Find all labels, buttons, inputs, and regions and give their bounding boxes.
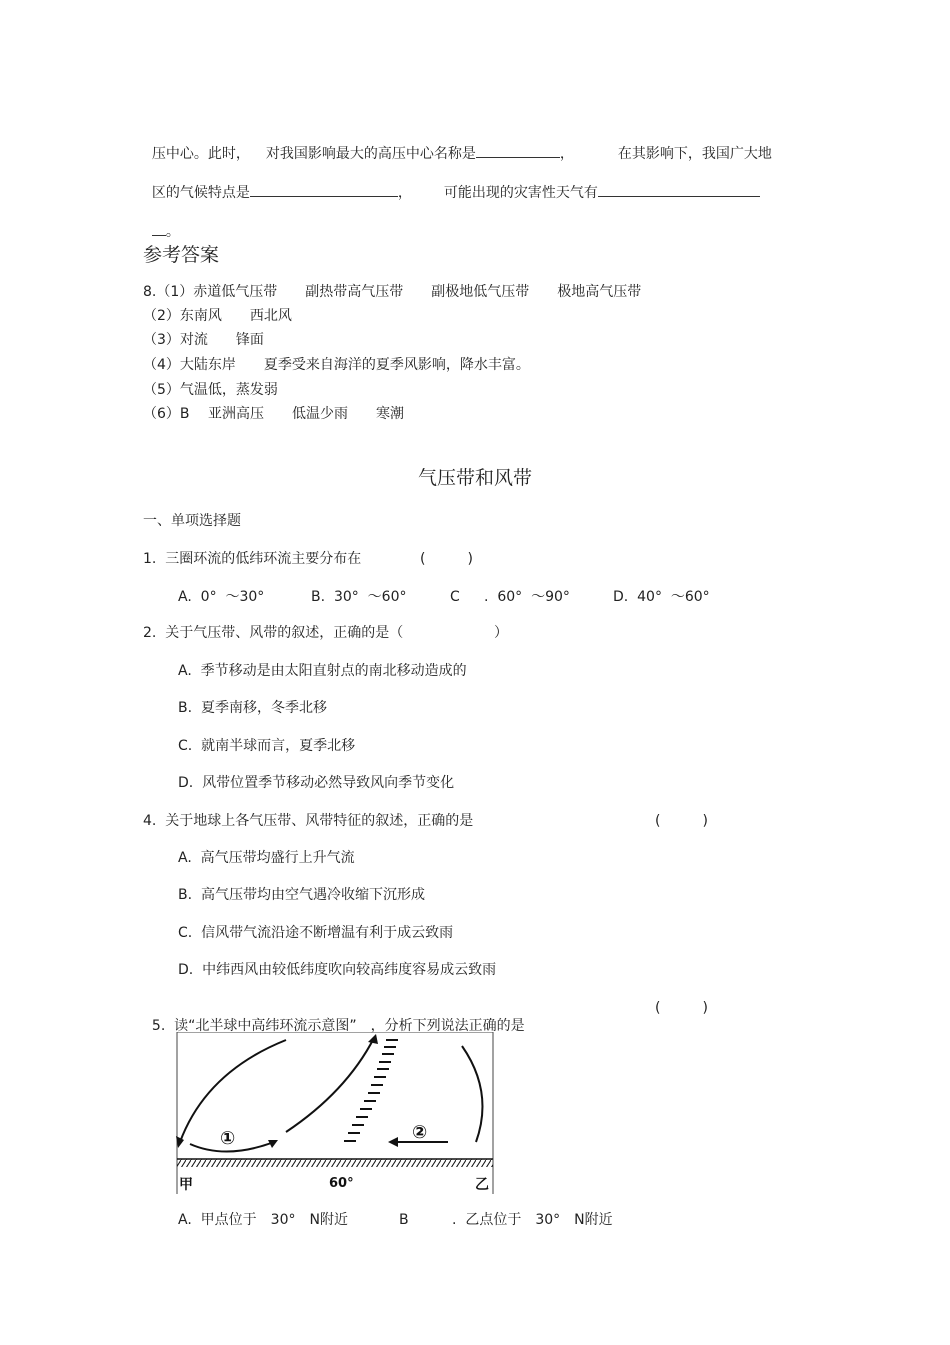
answer-line: （5）气温低，蒸发弱 xyxy=(143,382,278,398)
answer-line: （3）对流 锋面 xyxy=(143,332,264,348)
answer-line: 8.（1）赤道低气压带 副热带高气压带 副极地低气压带 极地高气压带 xyxy=(143,284,642,300)
label-jia: 甲 xyxy=(179,1177,193,1193)
text-segment: ，分析下列说法正确的是 xyxy=(370,1018,525,1034)
option-a: A. 甲点位于 30° N附近 xyxy=(178,1212,348,1228)
text-segment: 区的气候特点是 xyxy=(151,185,250,201)
answer-blank xyxy=(598,182,760,197)
text-segment: ， xyxy=(559,146,574,162)
answer-line: （2）东南风 西北风 xyxy=(143,308,292,324)
question-7-line-3 xyxy=(143,203,180,241)
question-7-line-1 xyxy=(143,125,772,163)
answers-heading: 参考答案 xyxy=(143,244,220,266)
answer-line: （6）B 亚洲高压 低温少雨 寒潮 xyxy=(143,406,404,422)
answer-blank xyxy=(250,182,398,197)
answer-blank xyxy=(152,221,166,236)
option-c: . 60° ～90° xyxy=(484,589,570,605)
answer-paren: ( ) xyxy=(420,551,473,567)
option-b-letter: B xyxy=(399,1212,409,1228)
text-segment: 可能出现的灾害性天气有 xyxy=(443,185,598,201)
text-segment: 对我国影响最大的高压中心名称是 xyxy=(265,146,476,162)
answer-paren: ） xyxy=(494,625,508,641)
label-yi: 乙 xyxy=(475,1177,489,1193)
question-4-stem: 4. 关于地球上各气压带、风带特征的叙述，正确的是 xyxy=(143,813,474,829)
question-7-line-2 xyxy=(143,164,760,202)
marker-2: ② xyxy=(412,1122,428,1143)
question-1-stem: 1. 三圈环流的低纬环流主要分布在 xyxy=(143,551,362,567)
option-d: D. 风带位置季节移动必然导致风向季节变化 xyxy=(178,775,455,791)
label-60-degrees: 60° xyxy=(329,1176,354,1191)
option-a: A. 季节移动是由太阳直射点的南北移动造成的 xyxy=(178,663,467,679)
option-b: . 乙点位于 30° N附近 xyxy=(452,1212,613,1228)
option-d: D. 中纬西风由较低纬度吹向较高纬度容易成云致雨 xyxy=(178,962,497,978)
answer-paren: ( ) xyxy=(655,1000,708,1016)
part-heading: 一、单项选择题 xyxy=(143,513,241,529)
option-a: A. 0° ～30° xyxy=(178,589,265,605)
option-b: B. 夏季南移，冬季北移 xyxy=(178,700,327,716)
option-c-letter: C xyxy=(450,589,460,605)
section-title: 气压带和风带 xyxy=(417,467,532,489)
question-5-stem xyxy=(143,999,525,1035)
answer-paren: ( ) xyxy=(655,813,708,829)
text-segment: 5. 读“北半球中高纬环流示意图” xyxy=(151,1018,357,1034)
answer-blank xyxy=(476,143,560,158)
circulation-diagram xyxy=(176,1032,494,1194)
option-c: C. 信风带气流沿途不断增温有利于成云致雨 xyxy=(178,925,454,941)
option-c: C. 就南半球而言，夏季北移 xyxy=(178,738,356,754)
answer-line: （4）大陆东岸 夏季受来自海洋的夏季风影响，降水丰富。 xyxy=(143,357,530,373)
text-segment: ， xyxy=(397,185,412,201)
option-a: A. 高气压带均盛行上升气流 xyxy=(178,850,355,866)
text-segment: 在其影响下，我国广大地 xyxy=(617,146,772,162)
option-d: D. 40° ～60° xyxy=(613,589,710,605)
text-segment: 。 xyxy=(165,224,180,240)
marker-1: ① xyxy=(220,1128,236,1149)
option-b: B. 高气压带均由空气遇冷收缩下沉形成 xyxy=(178,887,425,903)
text-segment: 压中心。此时， xyxy=(151,146,250,162)
question-2-stem: 2. 关于气压带、风带的叙述，正确的是（ xyxy=(143,625,404,641)
option-b: B. 30° ～60° xyxy=(311,589,407,605)
